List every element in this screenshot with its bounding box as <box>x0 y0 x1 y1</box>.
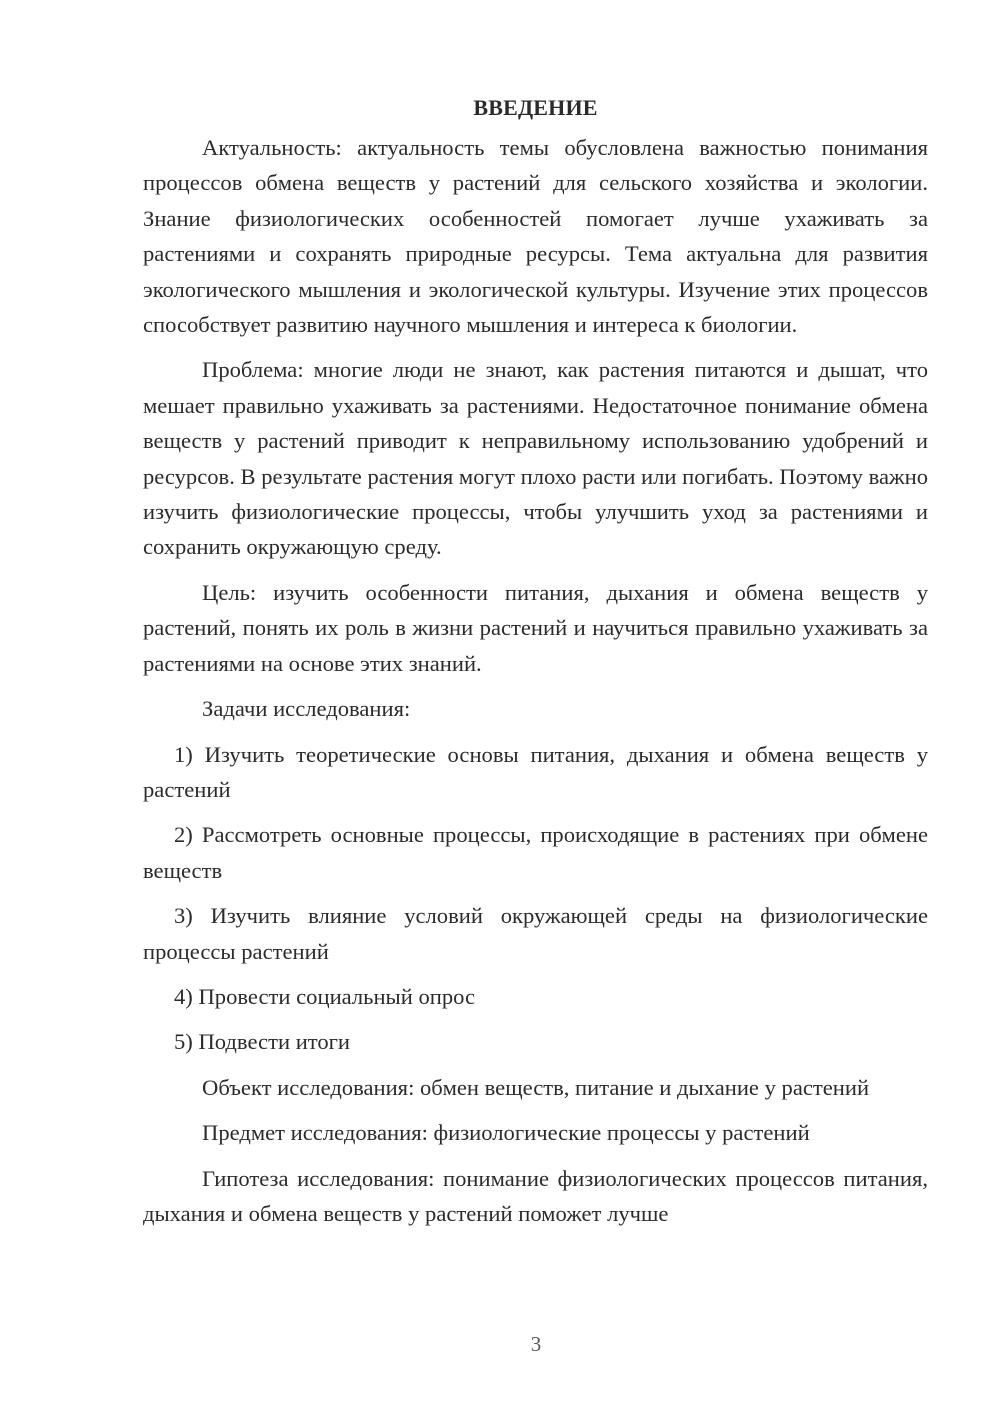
tasks-title: Задачи исследования: <box>202 696 411 722</box>
document-page <box>143 90 928 1241</box>
task-item-1: 1) Изучить теоретические основы питания, дыхания и обмена веществ у растений <box>143 741 928 802</box>
object-paragraph: Объект исследования: обмен веществ, питание и дыхание у растений <box>202 1074 870 1100</box>
task-item-5: 5) Подвести итоги <box>174 1029 351 1055</box>
task-item-3: 3) Изучить влияние условий окружающей среды на физиологические процессы растений <box>143 903 928 964</box>
subject-paragraph: Предмет исследования: физиологические процессы у растений <box>202 1120 810 1146</box>
relevance-paragraph: Актуальность: актуальность темы обусловлена важностью понимания процессов обмена веществ у растений для сельского хозяйства и экологии. Знание физиологических особенностей помогает лучше ухаживать за растениями и сохранять природные ресурсы. Тема актуальна для развития экологического мышления и экологической культуры. Изучение этих процессов способствует развитию научного мышления и интереса к биологии. <box>143 135 928 338</box>
task-item-4: 4) Провести социальный опрос <box>174 983 476 1009</box>
section-heading: ВВЕДЕНИЕ <box>473 95 598 120</box>
problem-paragraph: Проблема: многие люди не знают, как растения питаются и дышат, что мешает правильно ухаживать за растениями. Недостаточное понимание обмена веществ у растений приводит к неправильному использованию удобрений и ресурсов. В результате растения могут плохо расти или погибать. Поэтому важно изучить физиологические процессы, чтобы улучшить уход за растениями и сохранить окружающую среду. <box>143 357 928 560</box>
goal-paragraph: Цель: изучить особенности питания, дыхания и обмена веществ у растений, понять их роль в жизни растений и научиться правильно ухаживать за растениями на основе этих знаний. <box>143 579 928 676</box>
task-item-2: 2) Рассмотреть основные процессы, происходящие в растениях при обмене веществ <box>143 822 928 883</box>
hypothesis-paragraph: Гипотеза исследования: понимание физиологических процессов питания, дыхания и обмена веществ у растений поможет лучше <box>143 1165 928 1226</box>
page-number: 3 <box>530 1332 542 1356</box>
